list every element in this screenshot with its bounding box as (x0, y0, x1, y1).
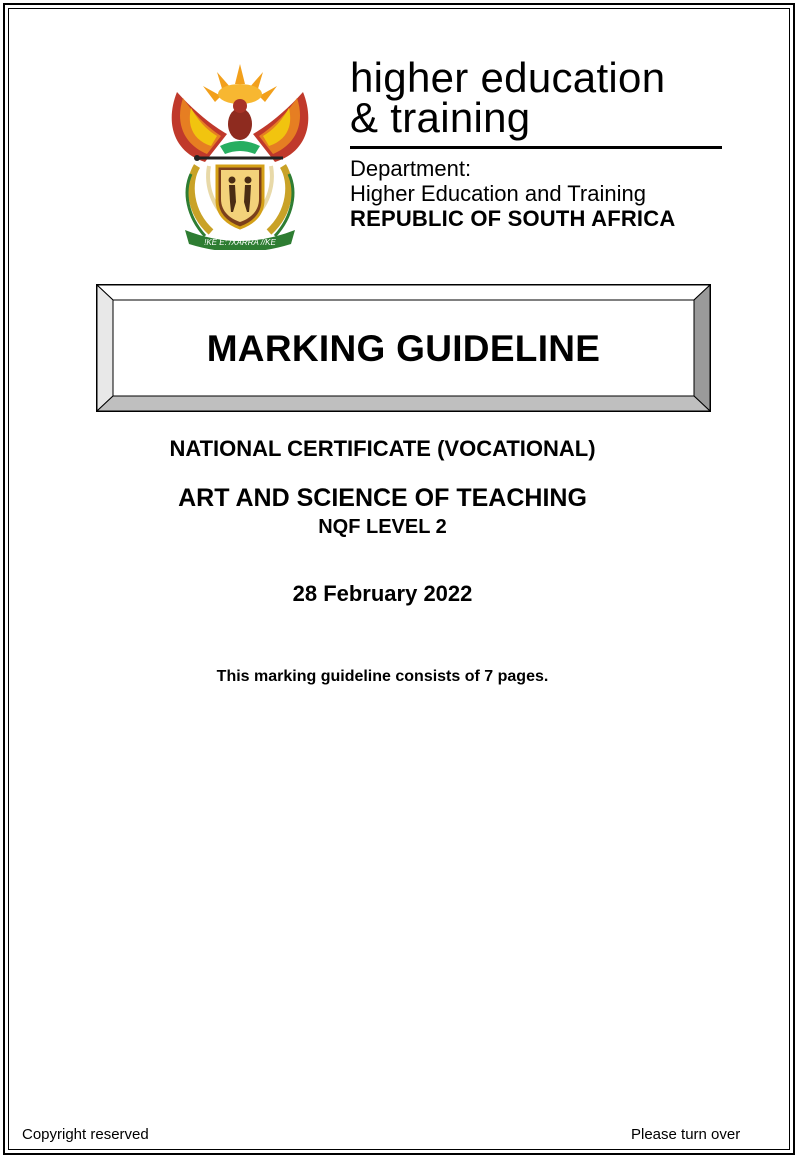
crest-motto: !KE E: /XARRA //KE (204, 238, 276, 247)
page-count-note: This marking guideline consists of 7 pages. (216, 668, 549, 685)
certificate-name: NATIONAL CERTIFICATE (VOCATIONAL) (169, 436, 596, 461)
department-label: Department: (350, 156, 472, 181)
footer-copyright: Copyright reserved (22, 1126, 149, 1143)
brand-line-1: higher education (350, 54, 666, 101)
nqf-level: NQF LEVEL 2 (318, 516, 447, 538)
department-name: Higher Education and Training (350, 181, 646, 206)
brand-wordmark (350, 54, 730, 141)
exam-date: 28 February 2022 (292, 581, 473, 606)
subject-name: ART AND SCIENCE OF TEACHING (178, 484, 587, 512)
country-name: REPUBLIC OF SOUTH AFRICA (350, 206, 676, 231)
department-block (350, 156, 675, 231)
brand-line-2: & training (350, 94, 531, 141)
brand-rule (350, 146, 722, 149)
coat-of-arms-icon (165, 62, 315, 250)
document-title: MARKING GUIDELINE (206, 328, 601, 369)
footer-turn-over: Please turn over (631, 1126, 741, 1143)
title-box (96, 284, 711, 412)
